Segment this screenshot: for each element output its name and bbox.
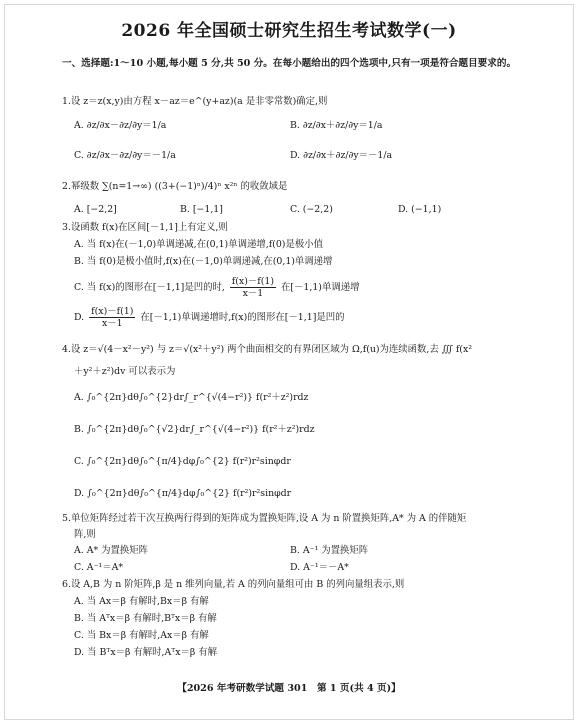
q2-option-d: D. (−1,1) [398,204,442,215]
q1-stem: 1.设 z＝z(x,y)由方程 x－az＝e^(y+az)(a 是非零常数)确定,则 [62,96,328,107]
q5-option-c: C. A⁻¹＝A* [74,562,124,573]
q3-option-a: A. 当 f(x)在(－1,0)单调递减,在(0,1)单调递增,f(0)是极小值 [74,239,323,250]
q2-option-b: B. [−1,1] [180,204,223,215]
q4-option-b: B. ∫₀^{2π}dθ∫₀^{√2}dr∫_r^{√(4−r²)} f(r²＋z²)rdz [74,424,315,435]
q3-option-c [74,276,359,299]
q3-option-b: B. 当 f(0)是极小值时,f(x)在(－1,0)单调递减,在(0,1)单调递增 [74,256,333,267]
q5-option-a: A. A* 为置换矩阵 [74,545,149,556]
q3-c-denominator: x－1 [242,288,264,299]
section-header: 一、选择题:1～10 小题,每小题 5 分,共 50 分。在每小题给出的四个选项中,只有一项是符合题目要求的。 [62,58,517,69]
q3-option-c-post: 在[－1,1)单调递增 [280,282,360,293]
q6-option-a: A. 当 Ax＝β 有解时,Bx＝β 有解 [74,596,209,607]
q3-c-numerator: f(x)－f(1) [231,276,274,287]
q5-option-b: B. A⁻¹ 为置换矩阵 [290,545,369,556]
q1-option-a: A. ∂z/∂x－∂z/∂y＝1/a [74,120,167,131]
page-title: 2026 年全国硕士研究生招生考试数学(一) [121,21,457,41]
q6-option-c: C. 当 Bx＝β 有解时,Ax＝β 有解 [74,630,209,641]
q3-d-numerator: f(x)－f(1) [91,306,134,317]
q6-option-d: D. 当 Bᵀx＝β 有解时,Aᵀx＝β 有解 [74,647,218,658]
q6-option-b: B. 当 Aᵀx＝β 有解时,Bᵀx＝β 有解 [74,613,217,624]
q1-option-c: C. ∂z/∂x－∂z/∂y＝－1/a [74,150,176,161]
q2-option-a: A. [−2,2] [74,204,117,215]
q4-option-d: D. ∫₀^{2π}dθ∫₀^{π/4}dφ∫₀^{2} f(r²)r²sinφdr [74,488,292,499]
q3-option-c-pre: C. 当 f(x)的图形在[－1,1]是凹的时, [74,282,225,293]
q3-option-d: D. $\frac{f(x)-f(1)}{x-1}$ 在[－1,1)单调递增时,f(x)的图形在[－1,1]是凹的 [74,306,345,329]
q4-stem-line2: ＋y²＋z²)dv 可以表示为 [74,366,176,377]
q4-stem-line1: 4.设 z＝√(4－x²－y²) 与 z＝√(x²＋y²) 两个曲面相交的有界闭区域为 Ω,f(u)为连续函数,去 ∭ f(x² [62,344,472,355]
q3-stem: 3.设函数 f(x)在区间[－1,1]上有定义,则 [62,222,228,233]
q5-stem-line2: 阵,则 [74,529,96,540]
q3-option-d-fraction [89,306,135,329]
q2-option-c: C. (−2,2) [290,204,333,215]
q3-option-c-fraction [230,276,276,299]
q2-series: ∑(n=1→∞) ((3+(−1)ⁿ)/4)ⁿ x²ⁿ [102,181,238,192]
q2-stem [62,181,287,193]
q5-option-d: D. A⁻¹＝－A* [290,562,349,573]
q1-option-d: D. ∂z/∂x＋∂z/∂y＝－1/a [290,150,393,161]
q3-option-d-post: 在[－1,1)单调递增时,f(x)的图形在[－1,1]是凹的 [140,312,345,323]
q4-option-c: C. ∫₀^{2π}dθ∫₀^{π/4}dφ∫₀^{2} f(r²)r²sinφdr [74,456,291,467]
q3-d-denominator: x－1 [101,318,123,329]
q2-stem-pre: 2.幂级数 [62,181,100,192]
q1-option-b: B. ∂z/∂x＋∂z/∂y＝1/a [290,120,383,131]
q6-stem: 6.设 A,B 为 n 阶矩阵,β 是 n 维列向量,若 A 的列向量组可由 B 的列向量组表示,则 [62,579,405,590]
page-footer: 【2026 年考研数学试题 301 第 1 页(共 4 页)】 [177,683,401,694]
q5-stem-line1: 5.单位矩阵经过若干次互换两行得到的矩阵成为置换矩阵,设 A 为 n 阶置换矩阵,A* 为 A 的伴随矩 [62,513,467,524]
q2-stem-post: 的收敛域是 [240,181,288,192]
q4-option-a: A. ∫₀^{2π}dθ∫₀^{2}dr∫_r^{√(4−r²)} f(r²＋z²)rdz [74,392,309,403]
